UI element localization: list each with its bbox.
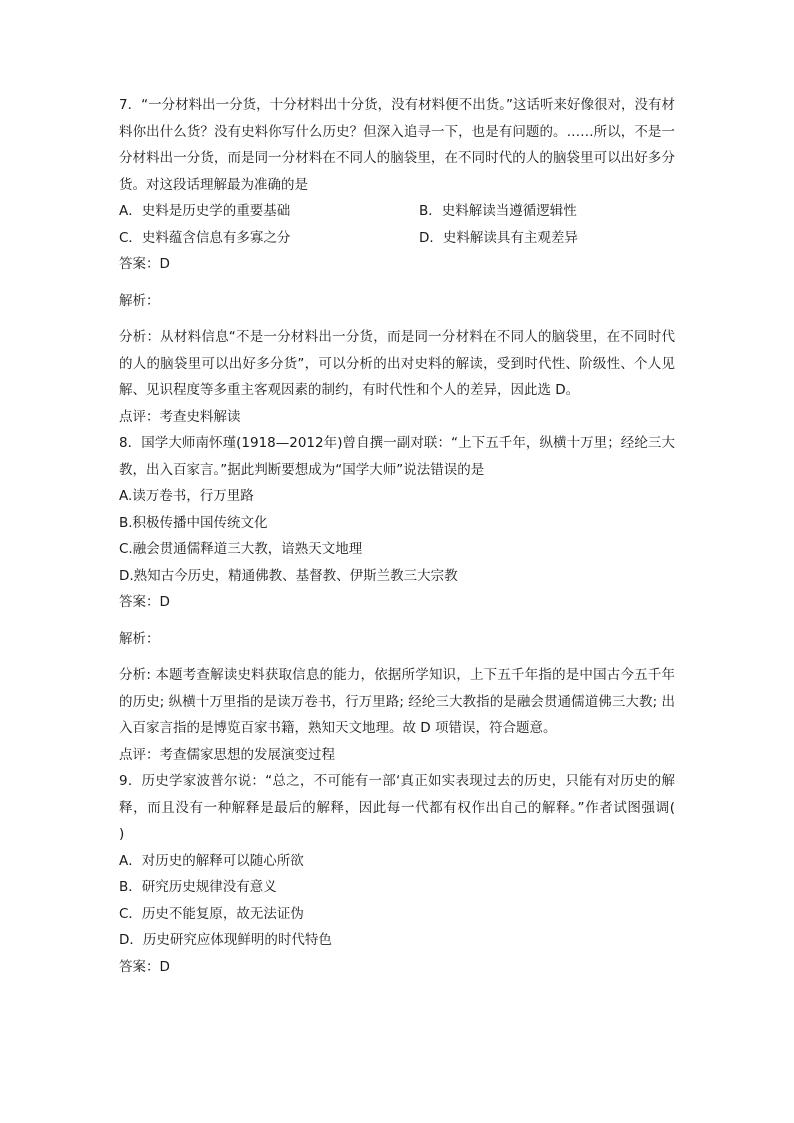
- question-7-option-b: B．史料解读当遵循逻辑性: [419, 203, 577, 219]
- question-7-analysis: 分析：从材料信息“不是一分材料出一分货，而是同一分材料在不同人的脑袋里，在不同时代的人的脑袋里可以出好多分货”，可以分析的出对史料的解读，受到时代性、阶级性、个人见解、见识程度等多重主客观因素的制约，有时代性和个人的差异，因此选 D。: [119, 329, 675, 398]
- question-8-option-c: C.融会贯通儒释道三大教，谙熟天文地理: [119, 541, 363, 557]
- question-8-option-d: D.熟知古今历史，精通佛教、基督教、伊斯兰教三大宗教: [119, 567, 458, 584]
- document-page: [119, 92, 702, 980]
- question-7-options-row-2: [119, 225, 675, 252]
- question-8-analysis: 分析: 本题考查解读史料获取信息的能力，依据所学知识，上下五千年指的是中国古今五千年的历史; 纵横十万里指的是读万卷书，行万里路; 经纶三大教指的是融会贯通儒道佛三大教; 出入百家言指的是博览百家书籍，熟知天文地理。故 D 项错误，符合题意。: [119, 667, 675, 736]
- question-7-comment: 点评：考查史料解读: [119, 408, 241, 425]
- question-9-stem: 9．历史学家波普尔说：“总之，不可能有一部‘真正如实表现过去的历史，只能有对历史的解释，而且没有一种解释是最后的解释，因此每一代都有权作出自己的解释。”作者试图强调( ): [119, 773, 702, 842]
- question-7-option-c: C．史料蕴含信息有多寡之分: [119, 229, 291, 246]
- question-8-option-a: A.读万卷书，行万里路: [119, 488, 254, 504]
- question-7-option-a: A．史料是历史学的重要基础: [119, 203, 291, 219]
- question-8-answer: 答案：D: [119, 594, 170, 610]
- question-8-comment: 点评：考查儒家思想的发展演变过程: [119, 746, 335, 763]
- question-9-option-a: A．对历史的解释可以随心所欲: [119, 852, 304, 869]
- question-8-stem: 8．国学大师南怀瑾(1918—2012年)曾自撰一副对联：“上下五千年，纵横十万里；经纶三大教，出入百家言。”据此判断要想成为“国学大师”说法错误的是: [119, 435, 675, 478]
- question-7-options-row-1: [119, 198, 675, 225]
- question-7-analysis-heading: 解析：: [119, 292, 160, 309]
- question-9-option-d: D．历史研究应体现鲜明的时代特色: [119, 932, 332, 948]
- question-9-option-b: B．研究历史规律没有意义: [119, 879, 277, 895]
- question-7-stem: 7．“一分材料出一分货，十分材料出十分货，没有材料便不出货。”这话听来好像很对，没有材料你出什么货？没有史料你写什么历史？但深入追寻一下，也是有问题的。……所以，不是一分材料出一分货，而是同一分材料在不同人的脑袋里，在不同时代的人的脑袋里可以出好多分货。对这段话理解最为准确的是: [119, 97, 675, 193]
- question-9-answer: 答案：D: [119, 958, 170, 975]
- question-8-option-b: B.积极传播中国传统文化: [119, 514, 268, 531]
- question-8-analysis-heading: 解析：: [119, 630, 160, 647]
- question-9-option-c: C．历史不能复原，故无法证伪: [119, 905, 304, 922]
- question-7-answer: 答案：D: [119, 256, 170, 272]
- question-7-option-d: D．史料解读具有主观差异: [419, 229, 578, 246]
